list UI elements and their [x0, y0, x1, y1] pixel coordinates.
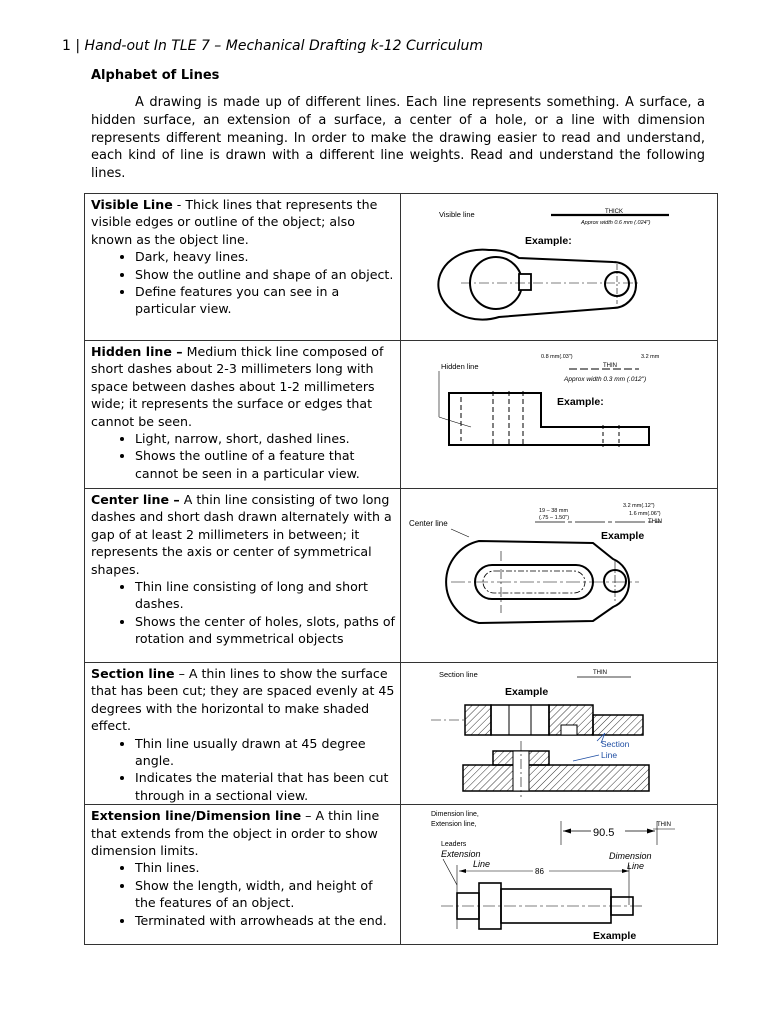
intro-paragraph	[91, 94, 705, 183]
row-figure	[401, 489, 718, 663]
figure-dim2: 3.2 mm	[641, 354, 660, 360]
list-item: • Indicates the material that has been cut through in a sectional view.	[135, 769, 395, 804]
label-leader	[451, 529, 469, 537]
hidden-line-figure	[401, 341, 717, 487]
figure-label-1: Dimension line,	[431, 811, 479, 819]
figure-dim1b: (.75 – 1.50")	[539, 515, 570, 521]
list-item: • Show the outline and shape of an object.	[135, 266, 395, 283]
section-bottom	[463, 741, 649, 797]
row-figure	[401, 805, 718, 945]
bullet-list	[91, 859, 395, 929]
bullet-list	[91, 430, 395, 482]
figure-label: Hidden line	[441, 362, 479, 371]
header-text: Hand-out In TLE 7 – Mechanical Drafting k-12 Curriculum	[84, 38, 484, 54]
callout-leader	[573, 755, 599, 761]
figure-dim2: 3.2 mm(.12")	[623, 503, 655, 509]
bullet-list	[91, 735, 395, 805]
row-text	[85, 805, 401, 945]
list-item: • Define features you can see in a particular view.	[135, 283, 395, 318]
example-label: Example:	[557, 396, 604, 408]
list-item: • Thin line consisting of long and short dashes.	[135, 578, 395, 613]
figure-dim1: 19 – 38 mm	[539, 508, 569, 514]
list-item: • Shows the center of holes, slots, paths of rotation and symmetrical objects	[135, 613, 395, 648]
example-label: Example	[593, 930, 637, 943]
dimension-label: Dimension	[609, 851, 652, 862]
row-figure	[401, 663, 718, 805]
list-item: • Show the length, width, and height of the features of an object.	[135, 877, 395, 912]
section-callout: Section	[601, 739, 630, 749]
figure-weight: THIN	[657, 822, 671, 829]
section-line-figure	[401, 663, 717, 801]
row-figure	[401, 341, 718, 489]
term-label: Visible Line	[91, 197, 173, 212]
term-label: Extension line/Dimension line	[91, 808, 302, 824]
figure-value-1: 90.5	[593, 827, 615, 840]
term-description: – A thin line that extends from the object in order to show dimension limits.	[91, 808, 380, 859]
extension-label-2: Line	[473, 859, 491, 870]
term-label: Center line –	[91, 492, 180, 507]
hidden-outline	[449, 393, 649, 445]
example-label: Example:	[525, 235, 572, 247]
term-description: - Thick lines that represents the visible edges or outline of the object; also known as the object line.	[91, 197, 378, 247]
table-row	[85, 194, 718, 341]
table-row	[85, 489, 718, 663]
figure-label: Visible line	[439, 210, 475, 219]
dimension-label-2: Line	[627, 861, 645, 872]
list-item: • Light, narrow, short, dashed lines.	[135, 430, 395, 447]
figure-label: Section line	[439, 670, 478, 679]
figure-label-3: Leaders	[441, 841, 467, 849]
figure-weight: THIN	[648, 519, 662, 525]
term-label: Hidden line –	[91, 344, 183, 359]
table-row	[85, 663, 718, 805]
lines-table	[84, 193, 718, 945]
figure-label-2: Extension line,	[431, 821, 477, 829]
page-header	[62, 38, 483, 54]
list-item: • Thin lines.	[135, 859, 395, 876]
figure-dim3: 1.6 mm(.06")	[629, 511, 661, 517]
extension-label: Extension	[441, 849, 481, 860]
example-label: Example	[601, 530, 645, 542]
row-text	[85, 663, 401, 805]
page-number: 1	[62, 38, 71, 54]
leader-line	[439, 417, 471, 427]
visible-line-figure	[401, 194, 717, 339]
header-separator: |	[75, 38, 81, 54]
row-text	[85, 489, 401, 663]
row-figure	[401, 194, 718, 341]
figure-weight: THIN	[603, 363, 617, 369]
example-label: Example	[505, 686, 549, 698]
term-description: A thin line consisting of two long dashes and short dash drawn alternately with a gap of at least 2 millimeters in between; it represents the axis or center of symmetrical shapes.	[91, 492, 392, 577]
visible-outline	[438, 250, 636, 320]
term-label: Section line	[91, 666, 175, 681]
keyway	[519, 274, 531, 290]
bore-circle	[470, 257, 522, 309]
figure-value-2: 86	[535, 867, 544, 877]
center-line-figure	[401, 489, 717, 661]
figure-dim1: 0.8 mm(.03")	[541, 354, 573, 360]
figure-approx: Approx width 0.6 mm (.024")	[581, 220, 651, 226]
list-item: • Dark, heavy lines.	[135, 248, 395, 265]
list-item: • Thin line usually drawn at 45 degree angle.	[135, 735, 395, 770]
term-description: – A thin lines to show the surface that has been cut; they are spaced evenly at 45 degrees with the horizontal to make shaded effect.	[91, 666, 395, 734]
list-item: • Shows the outline of a feature that cannot be seen in a particular view.	[135, 447, 395, 482]
row-text	[85, 194, 401, 341]
figure-weight: THIN	[593, 670, 607, 676]
row-text	[85, 341, 401, 489]
table-row	[85, 805, 718, 945]
dimension-line-figure	[401, 805, 717, 943]
table-row	[85, 341, 718, 489]
intro-text: A drawing is made up of different lines. Each line represents something. A surface, a hidden surface, an extension of a surface, a center of a hole, or a line with dimension represents different meaning. In order to make the drawing easier to read and understand, each kind of line is drawn with a different line weights. Read and understand the following lines.	[91, 95, 705, 182]
figure-label: Center line	[409, 519, 448, 528]
bullet-list	[91, 248, 395, 318]
figure-weight: THICK	[605, 209, 623, 215]
section-top	[431, 705, 643, 735]
section-title: Alphabet of Lines	[91, 68, 220, 83]
term-description: Medium thick line composed of short dashes about 2-3 millimeters long with space between dashes about 1-2 millimeters wide; it represents the surface or edges that cannot be seen.	[91, 344, 384, 429]
bullet-list	[91, 578, 395, 648]
figure-approx: Approx width 0.3 mm (.012")	[564, 376, 647, 383]
section-callout-2: Line	[601, 750, 618, 760]
leader-line	[443, 859, 457, 885]
list-item: • Terminated with arrowheads at the end.	[135, 912, 395, 929]
